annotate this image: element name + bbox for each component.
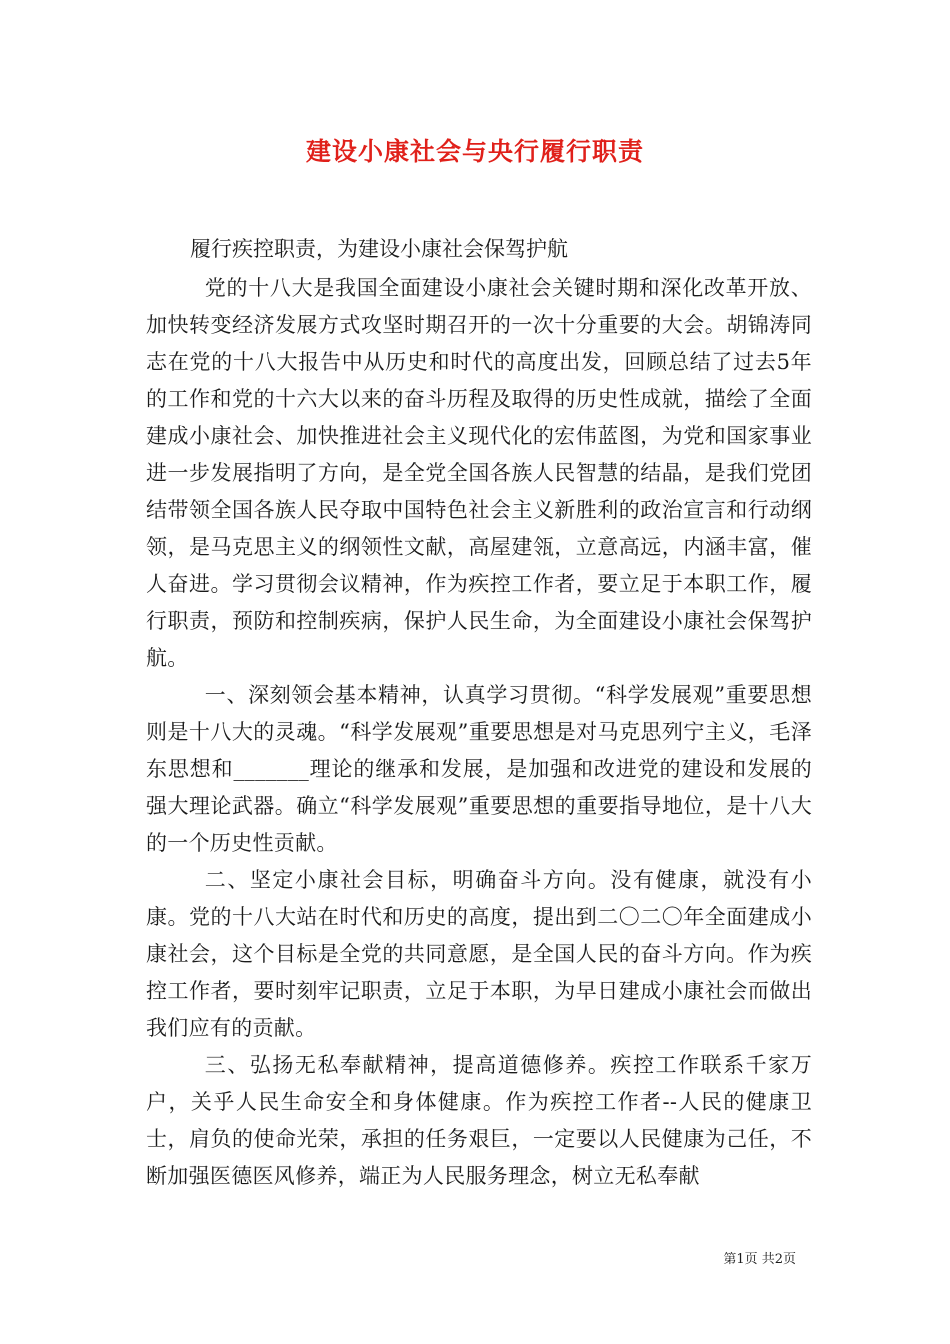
paragraph-section-2: 二、坚定小康社会目标，明确奋斗方向。没有健康，就没有小康。党的十八大站在时代和历史的高度，提出到二〇二〇年全面建成小康社会，这个目标是全党的共同意愿，是全国人民的奋斗方向。作为疾控工作者，要时刻牢记职责，立足于本职，为早日建成小康社会而做出我们应有的贡献。 [146, 868, 812, 1040]
paragraph-intro: 党的十八大是我国全面建设小康社会关键时期和深化改革开放、加快转变经济发展方式攻坚时期召开的一次十分重要的大会。胡锦涛同志在党的十八大报告中从历史和时代的高度出发，回顾总结了过去5年的工作和党的十六大以来的奋斗历程及取得的历史性成就，描绘了全面建成小康社会、加快推进社会主义现代化的宏伟蓝图，为党和国家事业进一步发展指明了方向，是全党全国各族人民智慧的结晶，是我们党团结带领全国各族人民夺取中国特色社会主义新胜利的政治宣言和行动纲领，是马克思主义的纲领性文献，高屋建瓴，立意高远，内涵丰富，催人奋进。学习贯彻会议精神，作为疾控工作者，要立足于本职工作，履行职责，预防和控制疾病，保护人民生命，为全面建设小康社会保驾护航。 [146, 276, 812, 670]
document-body [146, 231, 812, 1195]
paragraph-section-3: 三、弘扬无私奉献精神，提高道德修养。疾控工作联系千家万户，关乎人民生命安全和身体健康。作为疾控工作者--人民的健康卫士，肩负的使命光荣，承担的任务艰巨，一定要以人民健康为己任，不断加强医德医风修养，端正为人民服务理念，树立无私奉献 [146, 1053, 812, 1188]
document-subtitle: 履行疾控职责，为建设小康社会保驾护航 [190, 237, 568, 261]
document-title: 建设小康社会与央行履行职责 [305, 137, 644, 166]
paragraph-section-1: 一、深刻领会基本精神，认真学习贯彻。“科学发展观”重要思想则是十八大的灵魂。“科学发展观”重要思想是对马克思列宁主义，毛泽东思想和_______理论的继承和发展，是加强和改进党的建设和发展的强大理论武器。确立“科学发展观”重要思想的重要指导地位，是十八大的一个历史性贡献。 [146, 683, 812, 855]
page-number-footer: 第1页 共2页 [723, 1252, 796, 1267]
